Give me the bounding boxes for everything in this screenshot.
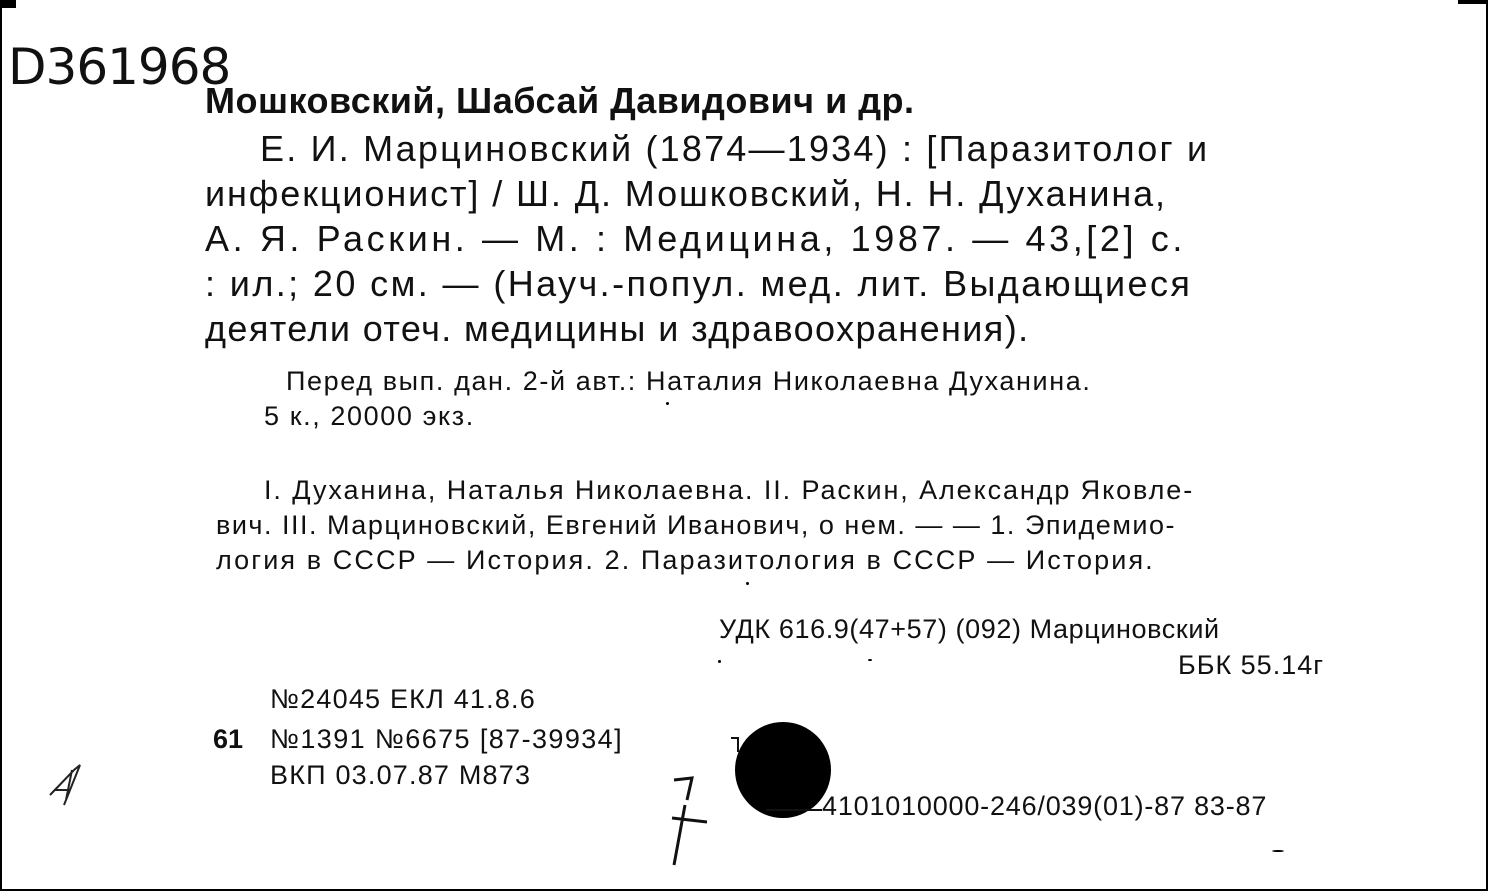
- bbk-line: ББК 55.14г: [1178, 650, 1325, 680]
- note-line: 5 к., 20000 экз.: [264, 401, 475, 431]
- stamp-bracket: [731, 738, 738, 752]
- note-line: Перед вып. дан. 2-й авт.: Наталия Николаевна Духанина.: [286, 366, 1092, 396]
- tracing-line: I. Духанина, Наталья Николаевна. II. Раскин, Александр Яковле-: [264, 475, 1195, 505]
- registration-line: №24045 ЕКЛ 41.8.6: [270, 684, 536, 714]
- author-heading: Мошковский, Шабсай Давидович и др.: [205, 80, 915, 121]
- registration-line: ВКП 03.07.87 М873: [270, 760, 532, 790]
- registration-line: №1391 №6675 [87-39934]: [270, 724, 623, 754]
- title-line: Е. И. Марциновский (1874—1934) : [Паразитолог и: [260, 128, 1210, 169]
- udk-line: УДК 616.9(47+57) (092) Марциновский: [719, 614, 1220, 644]
- title-line: : ил.; 20 см. — (Науч.-попул. мед. лит. Выдающиеся: [205, 263, 1193, 304]
- title-line: инфекционист] / Ш. Д. Мошковский, Н. Н. Духанина,: [205, 173, 1167, 214]
- registration-prefix: 61: [213, 724, 244, 754]
- tracing-line: логия в СССР — История. 2. Паразитология в СССР — История.: [216, 545, 1155, 575]
- title-line: деятели отеч. медицины и здравоохранения).: [205, 308, 1030, 349]
- title-line: А. Я. Раскин. — М. : Медицина, 1987. — 43,[2] с.: [205, 218, 1186, 259]
- call-number: D361968: [8, 38, 231, 96]
- handwritten-seven-mark: [672, 778, 707, 865]
- classification-code: 4101010000-246/039(01)-87 83-87: [822, 791, 1268, 821]
- handwritten-marks: [2, 0, 1488, 893]
- corner-pencil-mark: [50, 765, 80, 805]
- tracing-line: вич. III. Марциновский, Евгений Иванович, о нем. — — 1. Эпидемио-: [216, 510, 1176, 540]
